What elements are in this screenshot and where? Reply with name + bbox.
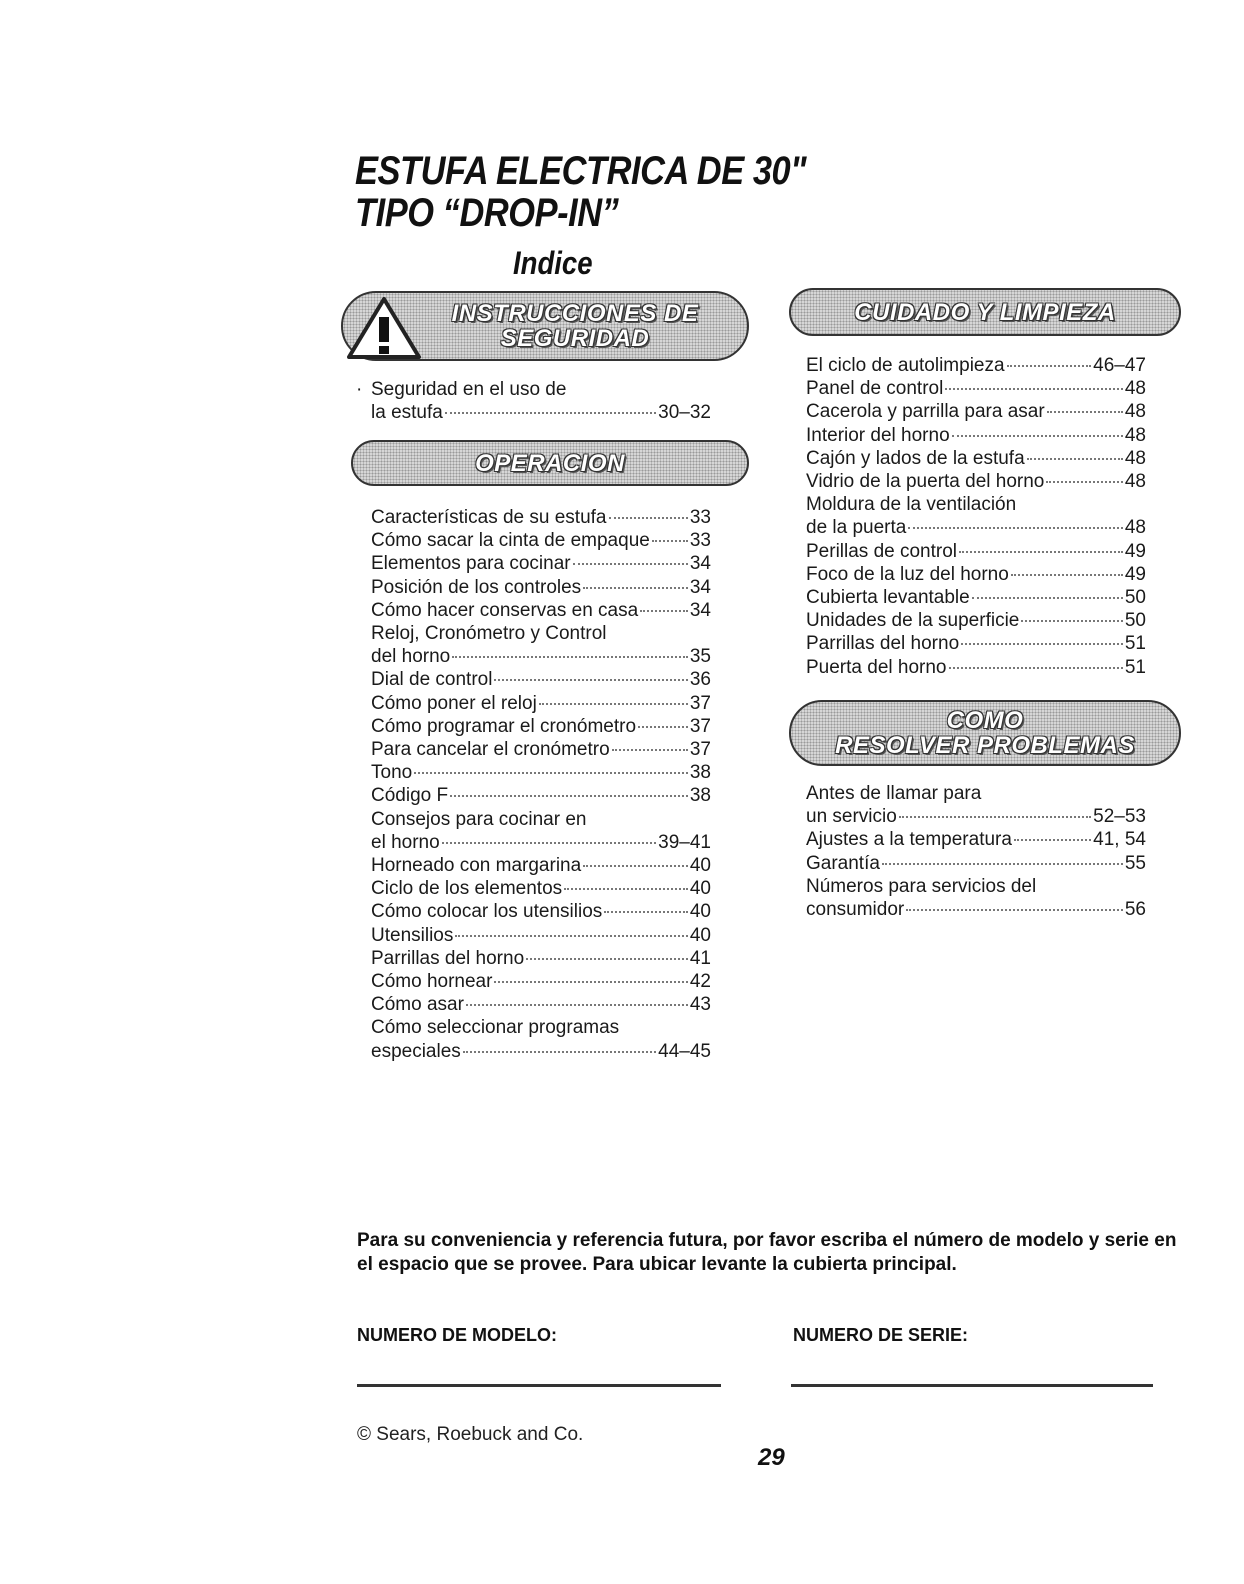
toc-entry [371,877,711,900]
toc-entry-label: Unidades de la superficie [806,610,1020,632]
toc-entry [806,609,1146,632]
toc-entry-page: 36 [689,669,711,691]
toc-entry-label: El ciclo de autolimpieza [806,355,1005,376]
toc-entry-page: 40 [689,924,711,946]
toc-entry-page: 48 [1124,471,1146,493]
toc-entry-label: Cómo poner el reloj [371,692,537,714]
toc-entry-label-line: Moldura de la ventilación [806,494,1017,516]
toc-entry-label: un servicio [806,806,897,828]
bullet-dot: · [356,379,363,400]
toc-entry-page: 48 [1124,447,1146,469]
toc-entry-page: 55 [1124,852,1146,874]
toc-entry-label: Cómo hacer conservas en casa [371,599,639,621]
toc-entry [371,1016,711,1062]
toc-entry [371,761,711,784]
toc-entry-page: 38 [689,785,711,807]
toc-entry-label: Cómo colocar los utensilios [371,901,603,923]
toc-entry [806,540,1146,563]
toc-entry-label: Perillas de control [806,540,958,562]
toc-entry-label: la estufa [371,402,443,424]
banner-seguridad-line-2: SEGURIDAD [500,325,650,352]
toc-problemas [806,782,1146,921]
toc-entry [371,576,711,599]
toc-entry [806,563,1146,586]
toc-entry [371,947,711,970]
toc-entry-label: Panel de control [806,378,944,400]
toc-entry [806,656,1146,679]
banner-seguridad [341,291,749,361]
toc-entry-label: Cómo asar [371,994,464,1016]
model-number-line [357,1384,721,1387]
toc-entry-label-line: Reloj, Cronómetro y Control [371,623,607,645]
toc-entry-label: de la puerta [806,517,907,539]
banner-seguridad-line-1: INSTRUCCIONES DE [451,300,699,327]
toc-entry-page: 38 [689,762,711,784]
toc-entry-page: 49 [1124,540,1146,562]
toc-entry [806,828,1146,851]
toc-entry [371,552,711,575]
toc-entry [371,993,711,1016]
toc-entry-page: 48 [1124,378,1146,400]
toc-entry-label: Características de su estufa [371,507,607,528]
toc-entry-page: 35 [689,646,711,668]
toc-entry-label: Cómo sacar la cinta de empaque [371,530,650,552]
toc-entry [806,424,1146,447]
toc-entry-label-line: Antes de llamar para [806,783,982,804]
toc-entry-page: 40 [689,878,711,900]
banner-problemas [789,700,1181,766]
toc-entry-label: Horneado con margarina [371,855,582,877]
toc-entry [371,599,711,622]
toc-entry-page: 51 [1124,633,1146,655]
toc-entry-page: 52–53 [1093,806,1146,828]
toc-entry-page: 46–47 [1093,355,1146,376]
toc-entry [371,808,711,854]
model-number-label: NUMERO DE MODELO: [357,1325,557,1345]
toc-entry-label: especiales [371,1040,461,1062]
toc-entry-page: 33 [689,530,711,552]
toc-entry-label: Utensilios [371,924,454,946]
toc-entry-label: Ciclo de los elementos [371,878,563,900]
toc-entry-page: 44–45 [658,1040,711,1062]
toc-entry-label: Cómo hornear [371,971,493,993]
toc-entry [806,782,1146,828]
document-title [355,150,806,234]
toc-entry-label: Parrillas del horno [371,947,525,969]
toc-entry-label: Vidrio de la puerta del horno [806,471,1045,493]
toc-entry-page: 51 [1124,656,1146,678]
toc-entry [371,924,711,947]
toc-seguridad [356,378,711,424]
toc-entry [806,400,1146,423]
toc-entry-page: 41, 54 [1093,829,1146,851]
toc-entry-label: Posición de los controles [371,576,582,598]
toc-entry [356,378,711,424]
toc-entry-label: Ajustes a la temperatura [806,829,1012,851]
toc-entry [371,529,711,552]
toc-entry-page: 39–41 [658,831,711,853]
toc-entry-page: 42 [689,971,711,993]
toc-entry [806,354,1146,377]
toc-entry-label-line: Cómo seleccionar programas [371,1017,620,1039]
toc-entry [371,784,711,807]
toc-entry-label: del horno [371,646,451,668]
toc-entry [806,447,1146,470]
toc-entry-label-line: Números para servicios del [806,875,1037,897]
toc-entry-page: 40 [689,901,711,923]
banner-problemas-line-2: RESOLVER PROBLEMAS [835,732,1135,759]
toc-entry-page: 37 [689,739,711,761]
toc-entry [806,470,1146,493]
toc-entry-page: 37 [689,715,711,737]
toc-entry-page: 48 [1124,424,1146,446]
toc-entry-label: Dial de control [371,669,493,691]
toc-entry-label: Tono [371,762,413,784]
toc-entry-page: 50 [1124,610,1146,632]
toc-entry [806,632,1146,655]
index-heading: Indice [513,245,593,281]
toc-entry-label: el horno [371,831,440,853]
toc-entry-page: 37 [689,692,711,714]
toc-entry [806,377,1146,400]
toc-entry-label: Garantía [806,852,880,874]
serial-number-line [791,1384,1153,1387]
toc-entry [806,586,1146,609]
banner-operacion [351,440,749,486]
toc-entry-page: 48 [1124,401,1146,423]
toc-entry [371,692,711,715]
toc-entry-page: 34 [689,599,711,621]
toc-entry-label: Parrillas del horno [806,633,960,655]
toc-entry-page: 49 [1124,563,1146,585]
page-number: 29 [758,1444,785,1471]
toc-cuidado [806,354,1146,679]
toc-entry [371,668,711,691]
toc-entry-label: Cubierta levantable [806,587,970,609]
title-line-2: TIPO “DROP-IN” [355,191,619,235]
toc-entry-page: 30–32 [658,402,711,424]
toc-entry-page: 34 [689,576,711,598]
toc-entry [806,852,1146,875]
toc-entry-label: Para cancelar el cronómetro [371,739,610,761]
toc-entry-page: 33 [689,507,711,528]
toc-entry-label: Cacerola y parrilla para asar [806,401,1045,423]
toc-entry-label-line: Consejos para cocinar en [371,808,587,830]
registration-note: Para su conveniencia y referencia futura, por favor escriba el número de modelo y serie en el espacio que se provee. Para ubicar levante la cubierta principal. [357,1230,1177,1275]
toc-entry-label: consumidor [806,899,905,921]
toc-entry [371,854,711,877]
warning-triangle-icon [345,295,423,361]
toc-entry-page: 41 [689,947,711,969]
toc-entry [806,875,1146,921]
toc-entry [371,622,711,668]
toc-entry [371,715,711,738]
serial-number-label: NUMERO DE SERIE: [793,1325,969,1345]
toc-entry [371,506,711,529]
toc-entry-page: 50 [1124,587,1146,609]
toc-entry-page: 34 [689,553,711,575]
toc-entry-page: 48 [1124,517,1146,539]
banner-cuidado-text: CUIDADO Y LIMPIEZA [854,298,1116,326]
title-line-1: ESTUFA ELECTRICA DE 30" [355,149,807,193]
toc-entry-page: 43 [689,994,711,1016]
toc-entry [371,970,711,993]
banner-cuidado [789,288,1181,336]
toc-entry [806,493,1146,539]
toc-operacion [371,506,711,1063]
toc-entry-label-line: Seguridad en el uso de [371,379,567,400]
copyright: © Sears, Roebuck and Co. [357,1424,584,1445]
toc-entry-label: Código F [371,785,449,807]
toc-entry-label: Puerta del horno [806,656,947,678]
toc-entry-label: Foco de la luz del horno [806,563,1009,585]
banner-problemas-line-1: COMO [946,707,1024,734]
toc-entry-page: 40 [689,855,711,877]
toc-entry-page: 56 [1124,899,1146,921]
toc-entry-label: Interior del horno [806,424,950,446]
toc-entry [371,738,711,761]
toc-entry-label: Cajón y lados de la estufa [806,447,1025,469]
toc-entry-label: Cómo programar el cronómetro [371,715,637,737]
toc-entry [371,900,711,923]
banner-operacion-text: OPERACION [475,449,625,477]
toc-entry-label: Elementos para cocinar [371,553,571,575]
